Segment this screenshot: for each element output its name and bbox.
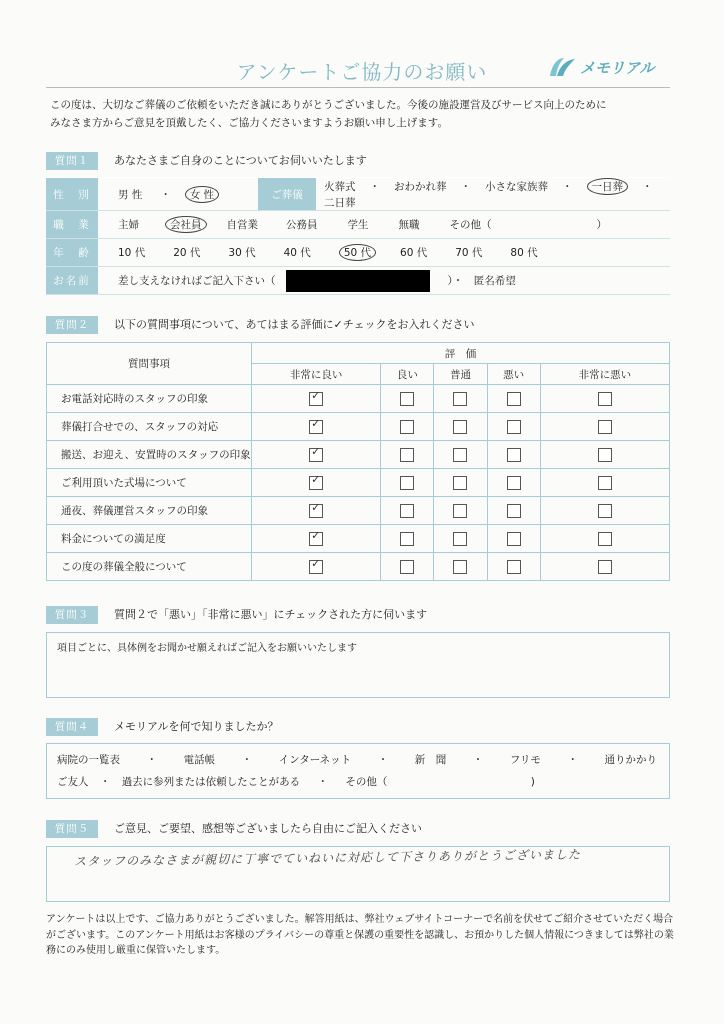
q4-option[interactable]: 電話帳	[183, 754, 216, 766]
q5-text: ご意見、ご要望、感想等ございましたら自由にご記入ください	[114, 822, 422, 835]
separator-dot: ・	[562, 181, 573, 193]
separator-dot: ・	[642, 181, 653, 193]
checkbox[interactable]	[598, 504, 612, 518]
intro-line: この度は、大切なご葬儀のご依頼をいただき誠にありがとうございました。今後の施設運営及びサービス向上のために	[50, 99, 607, 111]
age-option[interactable]: 10 代	[118, 247, 146, 259]
evaluation-row	[47, 413, 670, 441]
q4-option[interactable]: 通りかかり	[604, 754, 657, 766]
check-mark-icon: ✓	[311, 528, 321, 542]
evaluation-question: 通夜、葬儀運営スタッフの印象	[47, 497, 252, 525]
age-row	[46, 239, 670, 267]
age-option[interactable]: 20 代	[173, 247, 201, 259]
checkbox[interactable]	[598, 392, 612, 406]
check-mark-icon: ✓	[311, 472, 321, 486]
checkbox[interactable]	[400, 448, 414, 462]
checkbox[interactable]	[309, 556, 323, 574]
age-option[interactable]: 70 代	[455, 247, 483, 259]
checkbox[interactable]	[453, 532, 467, 546]
company-logo	[548, 56, 654, 78]
profile-table	[46, 177, 670, 295]
job-option-other[interactable]: その他（ ）	[449, 219, 607, 231]
separator-dot: ・	[317, 776, 329, 788]
checkbox[interactable]	[507, 504, 521, 518]
header-item: 質問事項	[47, 343, 252, 385]
q4-option[interactable]: 病院の一覧表	[57, 754, 120, 766]
evaluation-cell	[252, 385, 381, 413]
check-mark-icon: ✓	[311, 388, 321, 402]
evaluation-cell	[252, 469, 381, 497]
evaluation-cell	[252, 413, 381, 441]
checkbox[interactable]	[400, 476, 414, 490]
q5-handwritten-answer: スタッフのみなさまが親切に丁寧でていねいに対応して下さりありがとうございました	[73, 847, 582, 869]
q1-text: あなたさまご自身のことについてお伺いいたします	[114, 154, 367, 167]
check-mark-icon: ✓	[311, 500, 321, 514]
name-prefix: 差し支えなければご記入下さい（	[118, 274, 276, 287]
evaluation-cell	[252, 441, 381, 469]
evaluation-row	[47, 469, 670, 497]
separator-dot: ・	[241, 754, 253, 766]
evaluation-cell	[487, 413, 540, 441]
scale-very-good: 非常に良い	[252, 364, 381, 385]
job-option[interactable]: 学生	[347, 219, 369, 231]
checkbox[interactable]	[309, 388, 323, 406]
evaluation-cell	[540, 441, 669, 469]
job-option-selected[interactable]: 会社員	[165, 216, 207, 233]
checkbox[interactable]	[507, 420, 521, 434]
butterfly-logo-icon	[548, 56, 578, 78]
q2-tag: 質問２	[46, 316, 98, 334]
evaluation-question: ご利用頂いた式場について	[47, 469, 252, 497]
footer-line: がございます。このアンケート用紙はお客様のプライバシーの尊重と保護の重要性を認識し、お預かりした個人情報につきましては弊社の業	[46, 929, 674, 941]
name-row	[46, 267, 670, 295]
evaluation-cell	[381, 441, 434, 469]
age-option[interactable]: 60 代	[400, 247, 428, 259]
checkbox[interactable]	[598, 448, 612, 462]
evaluation-cell	[252, 497, 381, 525]
separator-dot: ・	[460, 181, 471, 193]
checkbox[interactable]	[598, 420, 612, 434]
q4-other-close: )	[530, 776, 535, 788]
age-option-selected[interactable]: 50 代	[339, 244, 376, 261]
gender-option[interactable]: 男 性	[118, 188, 143, 201]
checkbox[interactable]	[453, 560, 467, 574]
q3-tag: 質問３	[46, 606, 98, 624]
evaluation-cell	[540, 469, 669, 497]
evaluation-table	[46, 342, 670, 581]
footer-line: 務にのみ使用し厳重に保管いたします。	[46, 945, 226, 956]
job-row	[46, 211, 670, 239]
evaluation-cell	[381, 385, 434, 413]
checkbox[interactable]	[400, 392, 414, 406]
scale-normal: 普通	[434, 364, 487, 385]
funeral-option[interactable]: おわかれ葬	[394, 181, 447, 193]
checkbox[interactable]	[507, 476, 521, 490]
funeral-option[interactable]: 火葬式	[324, 181, 356, 193]
checkbox[interactable]	[400, 504, 414, 518]
q2-text: 以下の質問事項について、あてはまる評価に✓チェックをお入れください	[114, 318, 475, 331]
checkbox[interactable]	[453, 448, 467, 462]
q4-option[interactable]: ご友人	[57, 776, 89, 788]
gender-row	[46, 178, 670, 211]
checkbox[interactable]	[400, 532, 414, 546]
checkbox[interactable]	[453, 420, 467, 434]
title-divider	[46, 87, 670, 88]
evaluation-cell	[540, 497, 669, 525]
job-option[interactable]: 無職	[398, 219, 420, 231]
gender-label: 性 別	[46, 178, 98, 211]
funeral-option-selected[interactable]: 一日葬	[587, 178, 629, 195]
funeral-option[interactable]: 小さな家族葬	[485, 181, 548, 193]
evaluation-cell	[434, 469, 487, 497]
header-eval: 評 価	[252, 343, 670, 364]
age-option[interactable]: 30 代	[228, 247, 256, 259]
check-mark-icon: ✓	[311, 556, 321, 570]
q4-text: メモリアルを何で知りましたか？	[114, 720, 279, 733]
job-label: 職 業	[46, 211, 98, 239]
evaluation-cell	[434, 553, 487, 581]
evaluation-cell	[487, 385, 540, 413]
separator-dot: ・	[369, 181, 380, 193]
checkbox[interactable]	[309, 500, 323, 518]
evaluation-cell	[487, 525, 540, 553]
evaluation-cell	[487, 553, 540, 581]
evaluation-question: 搬送、お迎え、安置時のスタッフの印象	[47, 441, 252, 469]
scale-very-bad: 非常に悪い	[540, 364, 669, 385]
job-option[interactable]: 自営業	[226, 219, 258, 231]
checkbox[interactable]	[309, 472, 323, 490]
evaluation-cell	[252, 553, 381, 581]
q4-option[interactable]: フリモ	[509, 754, 541, 766]
evaluation-row	[47, 441, 670, 469]
checkbox[interactable]	[309, 528, 323, 546]
footer-note	[46, 912, 674, 959]
age-label: 年 齢	[46, 239, 98, 267]
evaluation-question: お電話対応時のスタッフの印象	[47, 385, 252, 413]
scale-good: 良い	[381, 364, 434, 385]
evaluation-cell	[434, 497, 487, 525]
redacted-name	[286, 270, 430, 292]
footer-line: アンケートは以上です、ご協力ありがとうございました。解答用紙は、弊社ウェブサイトコーナーで名前を伏せてご紹介させていただく場合	[46, 914, 674, 925]
separator-dot: ・	[567, 754, 578, 766]
evaluation-question: 料金についての満足度	[47, 525, 252, 553]
checkbox[interactable]	[400, 420, 414, 434]
q3-answer-box[interactable]	[46, 632, 670, 698]
age-option[interactable]: 80 代	[510, 247, 538, 259]
age-option[interactable]: 40 代	[283, 247, 311, 259]
evaluation-row	[47, 525, 670, 553]
evaluation-question: 葬儀打合せでの、スタッフの対応	[47, 413, 252, 441]
q5-tag: 質問５	[46, 820, 98, 838]
evaluation-row	[47, 385, 670, 413]
evaluation-cell	[381, 497, 434, 525]
evaluation-row	[47, 497, 670, 525]
scale-bad: 悪い	[487, 364, 540, 385]
evaluation-cell	[381, 413, 434, 441]
checkbox[interactable]	[507, 448, 521, 462]
intro-text	[50, 96, 670, 132]
gender-option-selected[interactable]: 女 性	[185, 186, 219, 203]
q4-option[interactable]: 過去に参列または依頼したことがある	[121, 776, 301, 788]
evaluation-cell	[487, 469, 540, 497]
checkbox[interactable]	[507, 560, 521, 574]
separator-dot: ・	[472, 754, 484, 766]
evaluation-cell	[381, 525, 434, 553]
name-label: お名前	[46, 267, 98, 295]
job-option[interactable]: 公務員	[286, 219, 318, 231]
evaluation-cell	[381, 553, 434, 581]
logo-text: メモリアル	[580, 58, 655, 77]
evaluation-cell	[434, 413, 487, 441]
page-title: アンケートご協力のお願い	[236, 60, 488, 84]
checkbox[interactable]	[453, 392, 467, 406]
evaluation-cell	[540, 385, 669, 413]
separator-dot: ・	[99, 776, 111, 788]
q4-tag: 質問４	[46, 718, 98, 736]
separator-dot: ・	[146, 754, 158, 766]
evaluation-cell	[434, 525, 487, 553]
evaluation-question: この度の葬儀全般について	[47, 553, 252, 581]
separator-dot: ・	[377, 754, 389, 766]
checkbox[interactable]	[507, 392, 521, 406]
checkbox[interactable]	[598, 532, 612, 546]
separator-dot: ・	[160, 188, 171, 201]
checkbox[interactable]	[309, 444, 323, 462]
checkbox[interactable]	[309, 416, 323, 434]
evaluation-cell	[540, 553, 669, 581]
q3-text: 質問２で「悪い」「非常に悪い」にチェックされた方に伺います	[114, 608, 428, 621]
q4-option-other[interactable]: その他（	[345, 776, 388, 788]
checkbox[interactable]	[400, 560, 414, 574]
q4-row-2	[57, 774, 557, 789]
q4-option[interactable]: 新 聞	[414, 754, 447, 766]
q3-hint: 項目ごとに、具体例をお聞かせ願えればご記入をお願いいたします	[57, 643, 357, 654]
checkbox[interactable]	[453, 476, 467, 490]
evaluation-cell	[487, 441, 540, 469]
evaluation-cell	[540, 413, 669, 441]
evaluation-cell	[487, 497, 540, 525]
evaluation-cell	[540, 525, 669, 553]
funeral-label: ご葬儀	[258, 178, 316, 211]
checkbox[interactable]	[598, 560, 612, 574]
evaluation-cell	[434, 441, 487, 469]
evaluation-cell	[434, 385, 487, 413]
q4-option[interactable]: インターネット	[278, 754, 352, 766]
q1-tag: 質問１	[46, 152, 98, 170]
check-mark-icon: ✓	[311, 416, 321, 430]
evaluation-cell	[381, 469, 434, 497]
evaluation-cell	[252, 525, 381, 553]
checkbox[interactable]	[507, 532, 521, 546]
checkbox[interactable]	[598, 476, 612, 490]
q4-row-1	[57, 752, 657, 767]
intro-line: みなさま方からご意見を頂戴したく、ご協力くださいますようお願い申し上げます。	[50, 117, 448, 129]
q4-options-box	[46, 743, 670, 799]
name-suffix[interactable]: ）・ 匿名希望	[447, 274, 516, 287]
job-option[interactable]: 主婦	[118, 219, 139, 231]
evaluation-row	[47, 553, 670, 581]
checkbox[interactable]	[453, 504, 467, 518]
funeral-option[interactable]: 二日葬	[324, 197, 356, 209]
check-mark-icon: ✓	[311, 444, 321, 458]
